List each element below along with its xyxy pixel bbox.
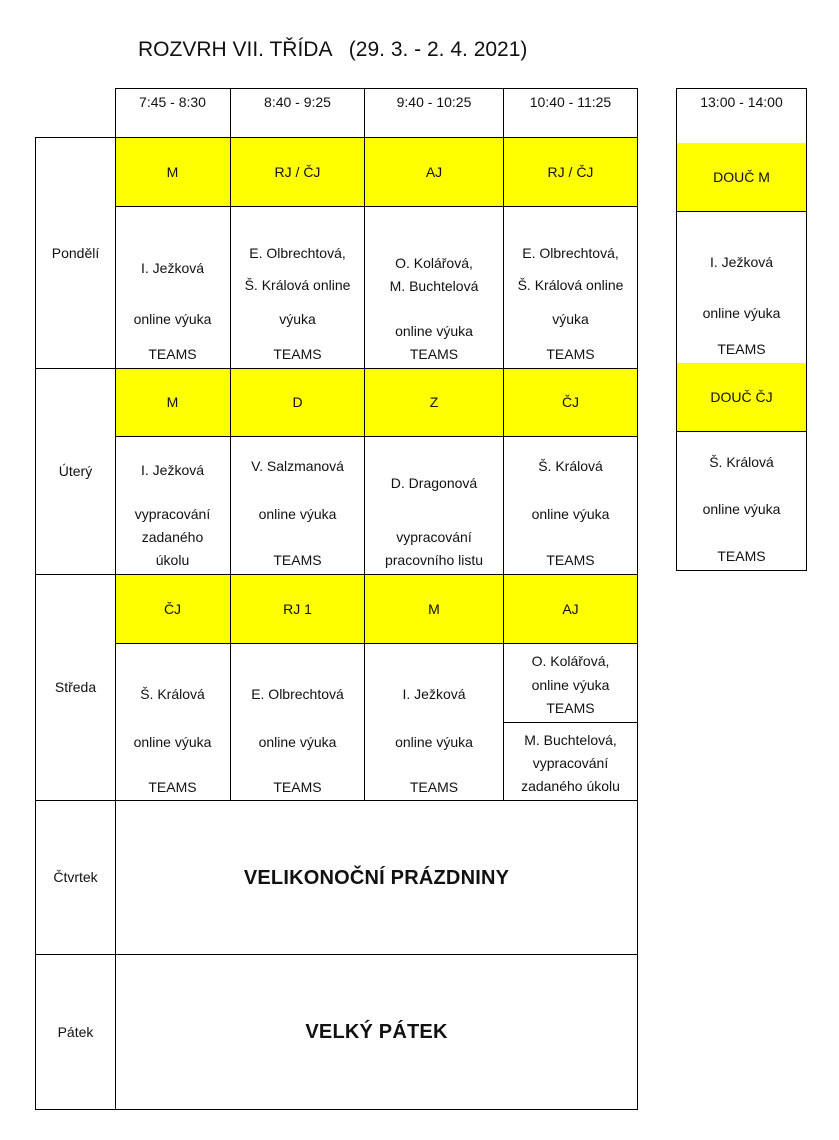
extra-monday-subject: DOUČ M — [713, 168, 770, 185]
platform: TEAMS — [546, 700, 595, 716]
page-title: ROZVRH VII. TŘÍDA (29. 3. - 2. 4. 2021) — [138, 38, 528, 61]
mode: vypracování — [134, 506, 211, 522]
platform: TEAMS — [273, 346, 322, 362]
teacher: E. Olbrechtová, — [249, 245, 346, 261]
time-header: 7:45 - 8:30 — [139, 93, 206, 110]
info-cell — [231, 644, 364, 800]
teacher: Š. Králová — [538, 458, 603, 474]
teacher: Š. Králová online — [517, 277, 624, 293]
teacher: M. Buchtelová — [389, 278, 479, 294]
subject-cell: RJ 1 — [283, 600, 312, 617]
mode: online výuka — [258, 506, 337, 522]
day-label-tuesday: Úterý — [58, 463, 93, 480]
platform: TEAMS — [546, 552, 595, 568]
teacher: I. Ježková — [709, 254, 774, 270]
mode: výuka — [279, 311, 316, 327]
subject-cell: Z — [429, 394, 439, 411]
extra-monday-info — [677, 212, 806, 363]
info-cell — [504, 437, 637, 574]
info-cell — [231, 437, 364, 574]
info-cell — [115, 437, 230, 574]
platform: TEAMS — [409, 779, 459, 795]
mode: online výuka — [258, 734, 337, 750]
mode: online výuka — [395, 323, 473, 339]
mode: zadaného — [141, 529, 204, 545]
mode: zadaného úkolu — [521, 778, 620, 794]
teacher: O. Kolářová, — [395, 255, 473, 271]
platform: TEAMS — [717, 548, 766, 564]
teacher: Š. Králová — [140, 686, 205, 702]
extra-line — [806, 88, 807, 571]
teacher: E. Olbrechtová — [251, 686, 344, 702]
subject-cell: RJ / ČJ — [274, 163, 321, 180]
mode: pracovního listu — [384, 552, 484, 568]
subject-cell: M — [428, 600, 440, 617]
info-cell — [365, 644, 503, 800]
extra-line — [676, 570, 807, 571]
day-label-friday: Pátek — [57, 1023, 94, 1040]
friday-holiday-note: VELKÝ PÁTEK — [305, 1021, 448, 1043]
platform: TEAMS — [273, 779, 322, 795]
info-cell — [115, 207, 230, 368]
thursday-holiday-note: VELIKONOČNÍ PRÁZDNINY — [243, 866, 510, 889]
teacher: Š. Králová — [709, 454, 774, 470]
info-cell — [365, 437, 503, 574]
day-label-monday: Pondělí — [51, 244, 100, 261]
platform: TEAMS — [717, 341, 766, 357]
mode: výuka — [552, 311, 589, 327]
info-cell — [504, 644, 637, 722]
teacher: M. Buchtelová, — [524, 732, 617, 748]
teacher: O. Kolářová, — [531, 653, 610, 669]
mode: vypracování — [532, 755, 609, 771]
mode: online výuka — [702, 501, 781, 517]
subject-cell: AJ — [562, 600, 579, 617]
platform: TEAMS — [409, 346, 459, 362]
teacher: I. Ježková — [402, 686, 466, 702]
mode: online výuka — [531, 677, 610, 693]
grid-line — [637, 88, 638, 1110]
platform: TEAMS — [148, 779, 197, 795]
subject-cell: RJ / ČJ — [547, 163, 594, 180]
info-cell — [231, 207, 364, 368]
mode: online výuka — [702, 305, 781, 321]
teacher: Š. Králová online — [244, 277, 351, 293]
time-header: 8:40 - 9:25 — [264, 93, 331, 110]
platform: TEAMS — [148, 346, 197, 362]
info-cell — [504, 207, 637, 368]
mode: úkolu — [155, 552, 190, 568]
extra-tuesday-subject: DOUČ ČJ — [710, 388, 773, 405]
teacher: I. Ježková — [140, 260, 205, 276]
mode: vypracování — [396, 529, 472, 545]
extra-time-header: 13:00 - 14:00 — [700, 93, 783, 110]
grid-line — [35, 1109, 637, 1110]
subject-cell: ČJ — [561, 394, 580, 411]
mode: online výuka — [531, 506, 610, 522]
info-cell — [115, 644, 230, 800]
subject-cell: M — [166, 163, 179, 180]
subject-cell: AJ — [425, 163, 443, 180]
mode: online výuka — [133, 734, 212, 750]
subject-cell: ČJ — [163, 600, 182, 617]
day-label-wednesday: Středa — [54, 679, 97, 696]
info-cell — [504, 723, 637, 800]
info-cell — [365, 207, 503, 368]
time-header: 9:40 - 10:25 — [396, 93, 472, 110]
extra-tuesday-info — [677, 432, 806, 570]
mode: online výuka — [395, 734, 473, 750]
teacher: I. Ježková — [140, 462, 205, 478]
day-label-thursday: Čtvrtek — [53, 869, 98, 886]
subject-cell: D — [292, 394, 303, 411]
teacher: V. Salzmanová — [251, 458, 344, 474]
mode: online výuka — [133, 311, 212, 327]
platform: TEAMS — [546, 346, 595, 362]
time-header: 10:40 - 11:25 — [529, 93, 612, 110]
subject-cell: M — [166, 394, 179, 411]
teacher: E. Olbrechtová, — [522, 245, 619, 261]
platform: TEAMS — [273, 552, 322, 568]
teacher: D. Dragonová — [390, 475, 478, 491]
